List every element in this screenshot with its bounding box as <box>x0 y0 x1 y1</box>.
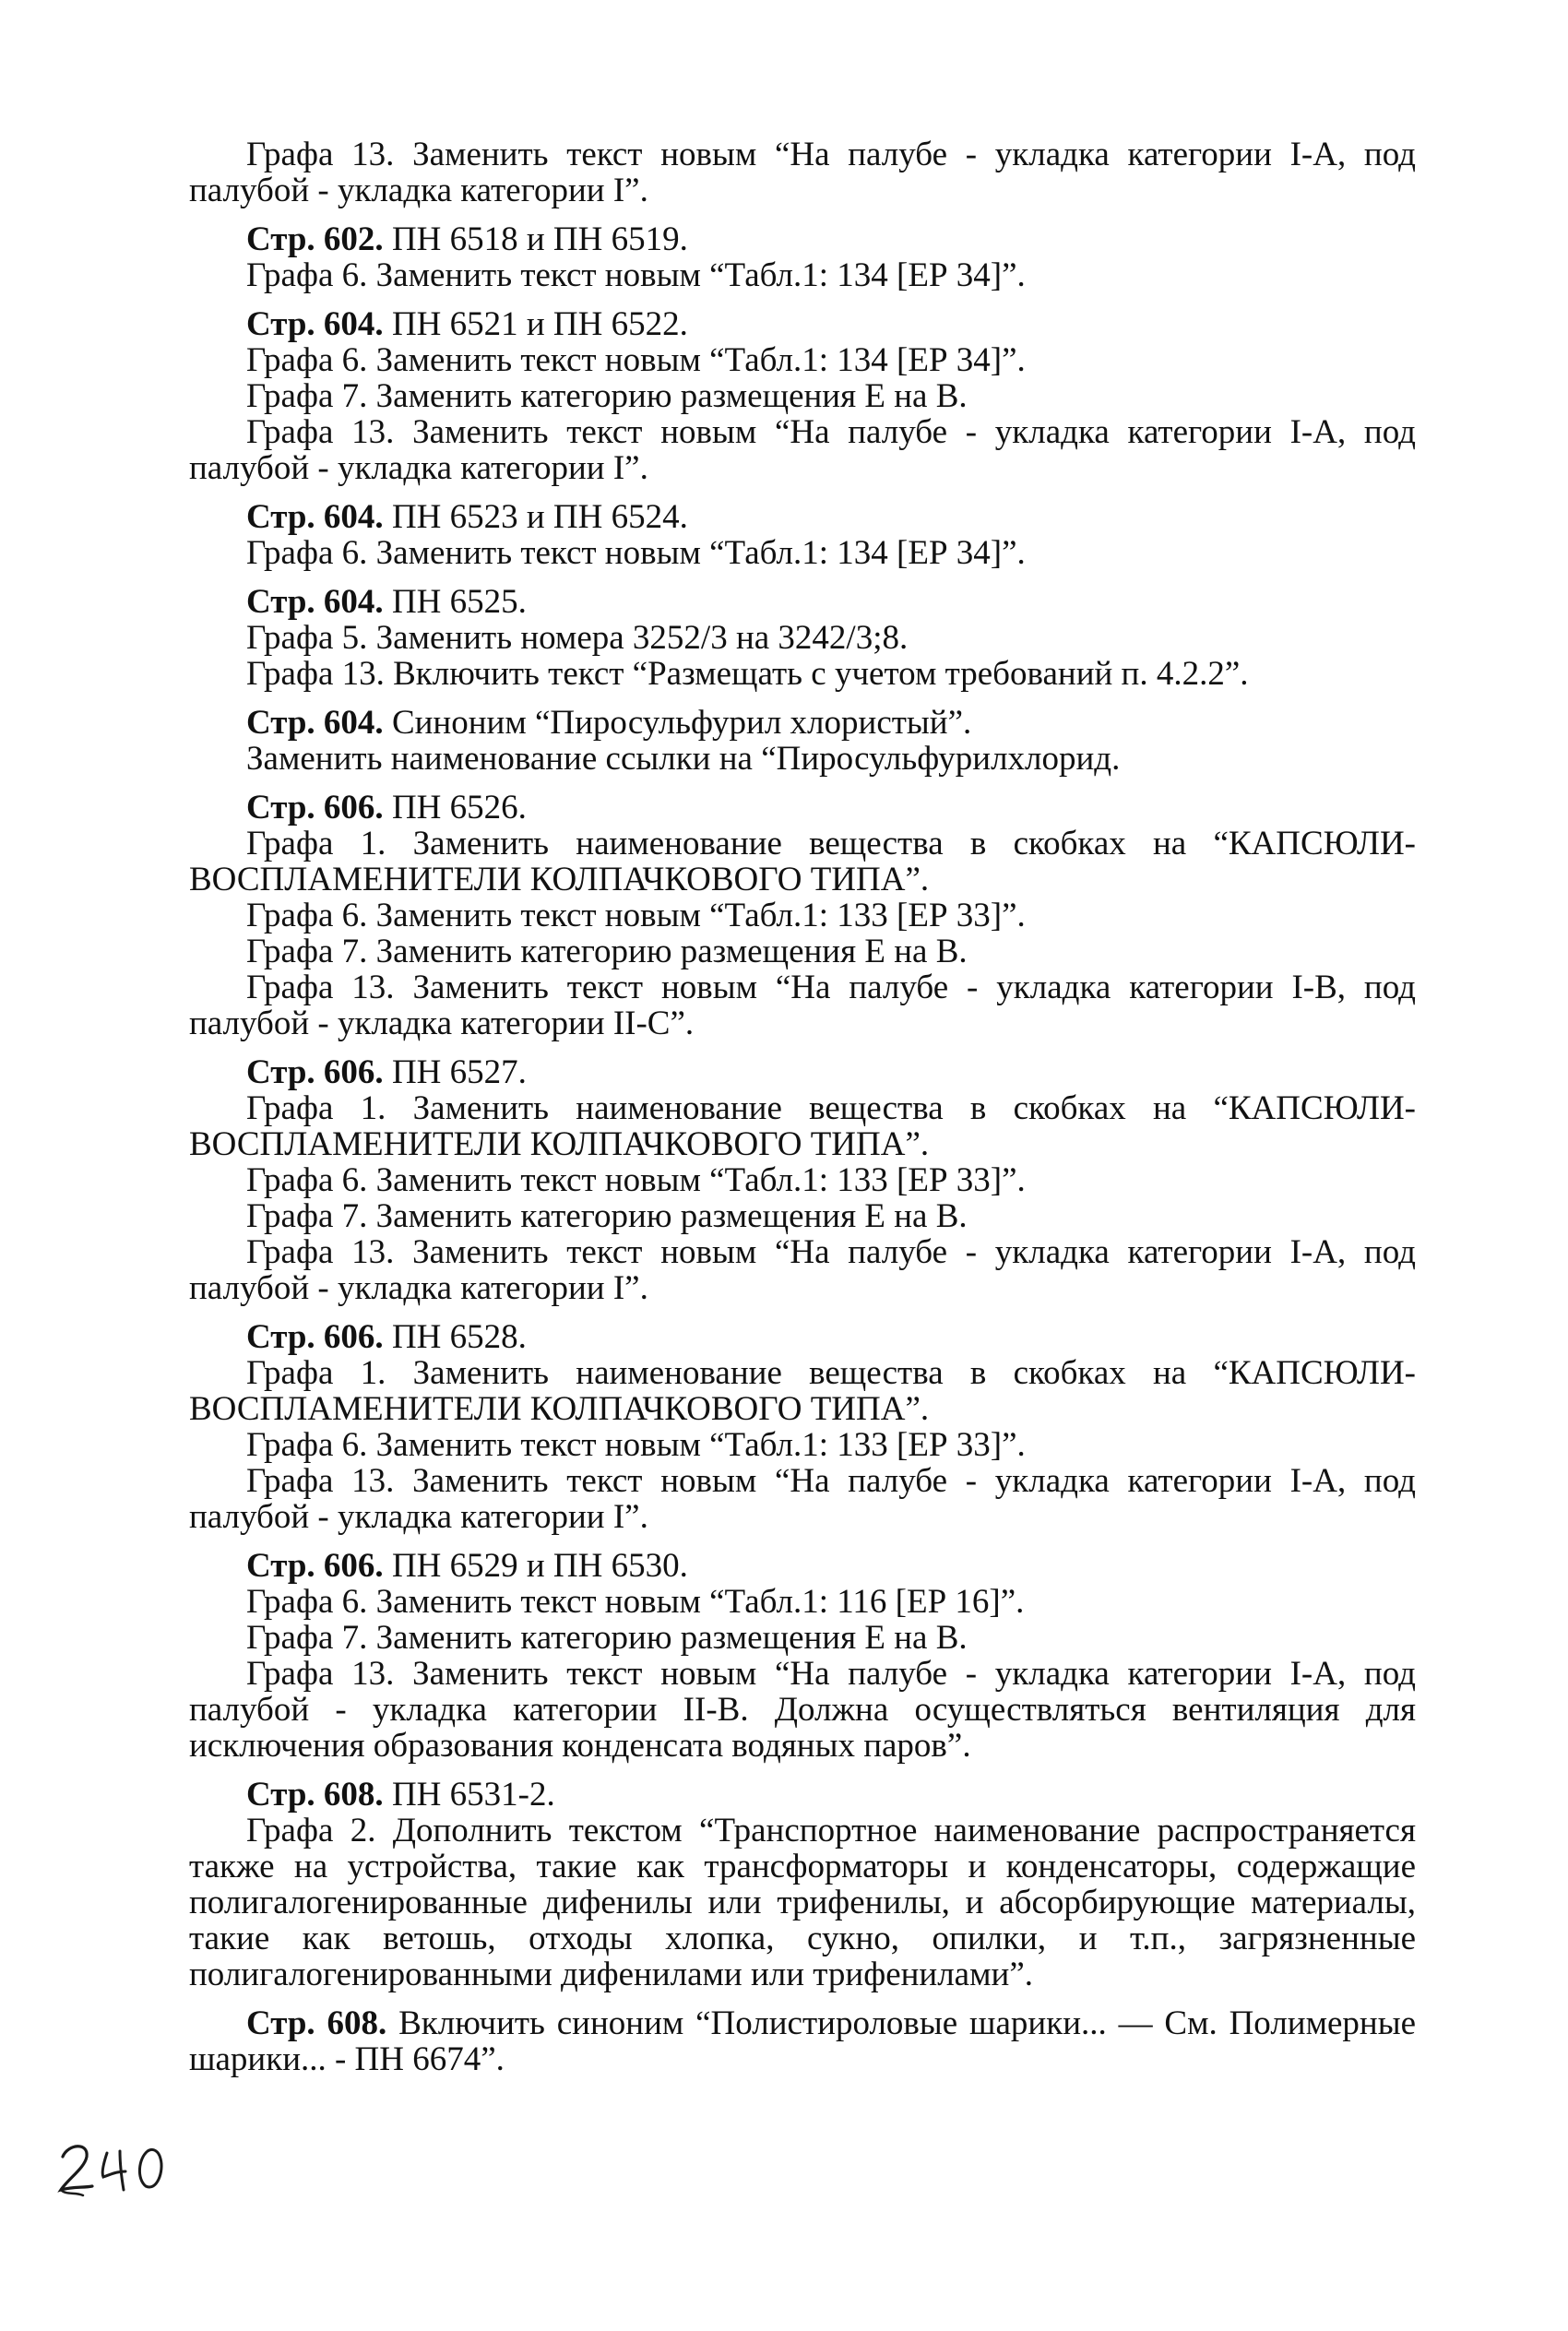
amendment-line: Графа 5. Заменить номера 3252/3 на 3242/3;8. <box>246 619 909 657</box>
entry-heading <box>189 790 1416 826</box>
amendment-line: Графа 6. Заменить текст новым “Табл.1: 134 [ЕР 34]”. <box>246 256 1026 294</box>
amendment-line: Графа 6. Заменить текст новым “Табл.1: 133 [ЕР 33]”. <box>246 1426 1026 1464</box>
entry-subject: ПН 6518 и ПН 6519. <box>383 220 688 258</box>
page-reference: Стр. 604. <box>246 583 384 621</box>
entry-subject: Синоним “Пиросульфурил хлористый”. <box>383 704 972 742</box>
amendment-line: Графа 1. Заменить наименование вещества в скобках на “КАПСЮЛИ-ВОСПЛАМЕНИТЕЛИ КОЛПАЧКОВОГО ТИПА”. <box>189 825 1416 898</box>
entry-heading <box>189 584 1416 620</box>
entry-heading <box>189 1054 1416 1090</box>
page-reference: Стр. 604. <box>246 704 384 742</box>
amendment-line: Графа 1. Заменить наименование вещества в скобках на “КАПСЮЛИ-ВОСПЛАМЕНИТЕЛИ КОЛПАЧКОВОГО ТИПА”. <box>189 1354 1416 1428</box>
entry-block <box>189 790 1416 1041</box>
entry-heading <box>189 221 1416 257</box>
page-reference: Стр. 606. <box>246 1547 384 1585</box>
amendment-line: Графа 7. Заменить категорию размещения Е на В. <box>246 1197 968 1235</box>
page-reference: Стр. 606. <box>246 1318 384 1356</box>
amendment-line: Графа 13. Заменить текст новым “На палубе - укладка категории I-B, под палубой - укладка категории II-C”. <box>189 969 1416 1042</box>
page-reference: Стр. 604. <box>246 305 384 343</box>
entry-subject: ПН 6528. <box>383 1318 527 1356</box>
amendment-line: Графа 6. Заменить текст новым “Табл.1: 133 [ЕР 33]”. <box>246 897 1026 934</box>
entry-block <box>189 1777 1416 1992</box>
amendment-line: Графа 13. Включить текст “Размещать с учетом требований п. 4.2.2”. <box>246 655 1249 693</box>
entry-heading <box>189 499 1416 535</box>
amendment-line: Графа 7. Заменить категорию размещения Е на В. <box>246 933 968 970</box>
entry-block <box>189 499 1416 571</box>
amendment-line: Графа 6. Заменить текст новым “Табл.1: 133 [ЕР 33]”. <box>246 1161 1026 1199</box>
page-reference: Стр. 608. <box>246 1776 384 1814</box>
page-reference: Стр. 606. <box>246 789 384 827</box>
entry-block <box>189 1319 1416 1535</box>
entry-heading <box>189 306 1416 342</box>
amendment-line: Графа 7. Заменить категорию размещения Е на В. <box>246 1619 968 1657</box>
amendment-line: Графа 6. Заменить текст новым “Табл.1: 116 [ЕР 16]”. <box>246 1583 1025 1621</box>
page-reference: Стр. 604. <box>246 498 384 536</box>
entry-heading <box>189 2005 1416 2077</box>
amendment-line: Графа 2. Дополнить текстом “Транспортное наименование распространяется также на устройства, такие как трансформаторы и конденсаторы, содержащие полигалогенированные дифенилы или трифенилы, и абсорбирующие материалы, такие как ветошь, отходы хлопка, сукно, опилки, и т.п., загрязненные полигалогенированными дифенилами или трифенилами”. <box>189 1812 1416 1993</box>
entry-block <box>189 137 1416 208</box>
entry-subject: ПН 6523 и ПН 6524. <box>383 498 688 536</box>
entry-heading <box>189 1777 1416 1813</box>
handwritten-240-mark <box>55 2131 194 2205</box>
amendment-line: Графа 1. Заменить наименование вещества в скобках на “КАПСЮЛИ-ВОСПЛАМЕНИТЕЛИ КОЛПАЧКОВОГО ТИПА”. <box>189 1089 1416 1163</box>
entry-block <box>189 221 1416 293</box>
entry-block <box>189 1054 1416 1306</box>
entry-subject: ПН 6521 и ПН 6522. <box>383 305 688 343</box>
entry-subject: ПН 6526. <box>383 789 527 827</box>
handwritten-page-number <box>55 2131 194 2209</box>
amendment-line: Графа 13. Заменить текст новым “На палубе - укладка категории I-A, под палубой - укладка категории I”. <box>189 413 1416 487</box>
entry-subject: ПН 6527. <box>383 1053 527 1091</box>
entry-subject: Включить синоним “Полистироловые шарики... — См. Полимерные шарики... - ПН 6674”. <box>189 2004 1417 2078</box>
amendment-line: Графа 6. Заменить текст новым “Табл.1: 134 [ЕР 34]”. <box>246 534 1026 572</box>
entry-subject: ПН 6525. <box>383 583 527 621</box>
entry-block <box>189 2005 1416 2077</box>
page-reference: Стр. 608. <box>246 2004 387 2042</box>
entry-heading <box>189 1319 1416 1355</box>
amendment-line: Графа 13. Заменить текст новым “На палубе - укладка категории I-A, под палубой - укладка категории I”. <box>189 136 1416 209</box>
entry-heading <box>189 705 1416 741</box>
amendment-line: Графа 13. Заменить текст новым “На палубе - укладка категории I-A, под палубой - укладка категории I”. <box>189 1233 1416 1307</box>
document-page <box>189 137 1416 2090</box>
amendment-line: Графа 7. Заменить категорию размещения Е на В. <box>246 377 968 415</box>
entry-heading <box>189 1548 1416 1584</box>
amendment-line: Заменить наименование ссылки на “Пиросульфурилхлорид. <box>246 740 1121 778</box>
entry-subject: ПН 6529 и ПН 6530. <box>383 1547 688 1585</box>
entry-block <box>189 306 1416 486</box>
amendment-line: Графа 13. Заменить текст новым “На палубе - укладка категории I-A, под палубой - укладка категории I”. <box>189 1462 1416 1536</box>
page-reference: Стр. 602. <box>246 220 384 258</box>
page-reference: Стр. 606. <box>246 1053 384 1091</box>
entry-block <box>189 584 1416 692</box>
amendment-line: Графа 13. Заменить текст новым “На палубе - укладка категории I-A, под палубой - укладка категории II-B. Должна осуществляться вентиляция для исключения образования конденсата водяных паров”. <box>189 1655 1416 1765</box>
entry-block <box>189 705 1416 777</box>
entry-block <box>189 1548 1416 1764</box>
entry-subject: ПН 6531-2. <box>383 1776 555 1814</box>
amendment-line: Графа 6. Заменить текст новым “Табл.1: 134 [ЕР 34]”. <box>246 341 1026 379</box>
